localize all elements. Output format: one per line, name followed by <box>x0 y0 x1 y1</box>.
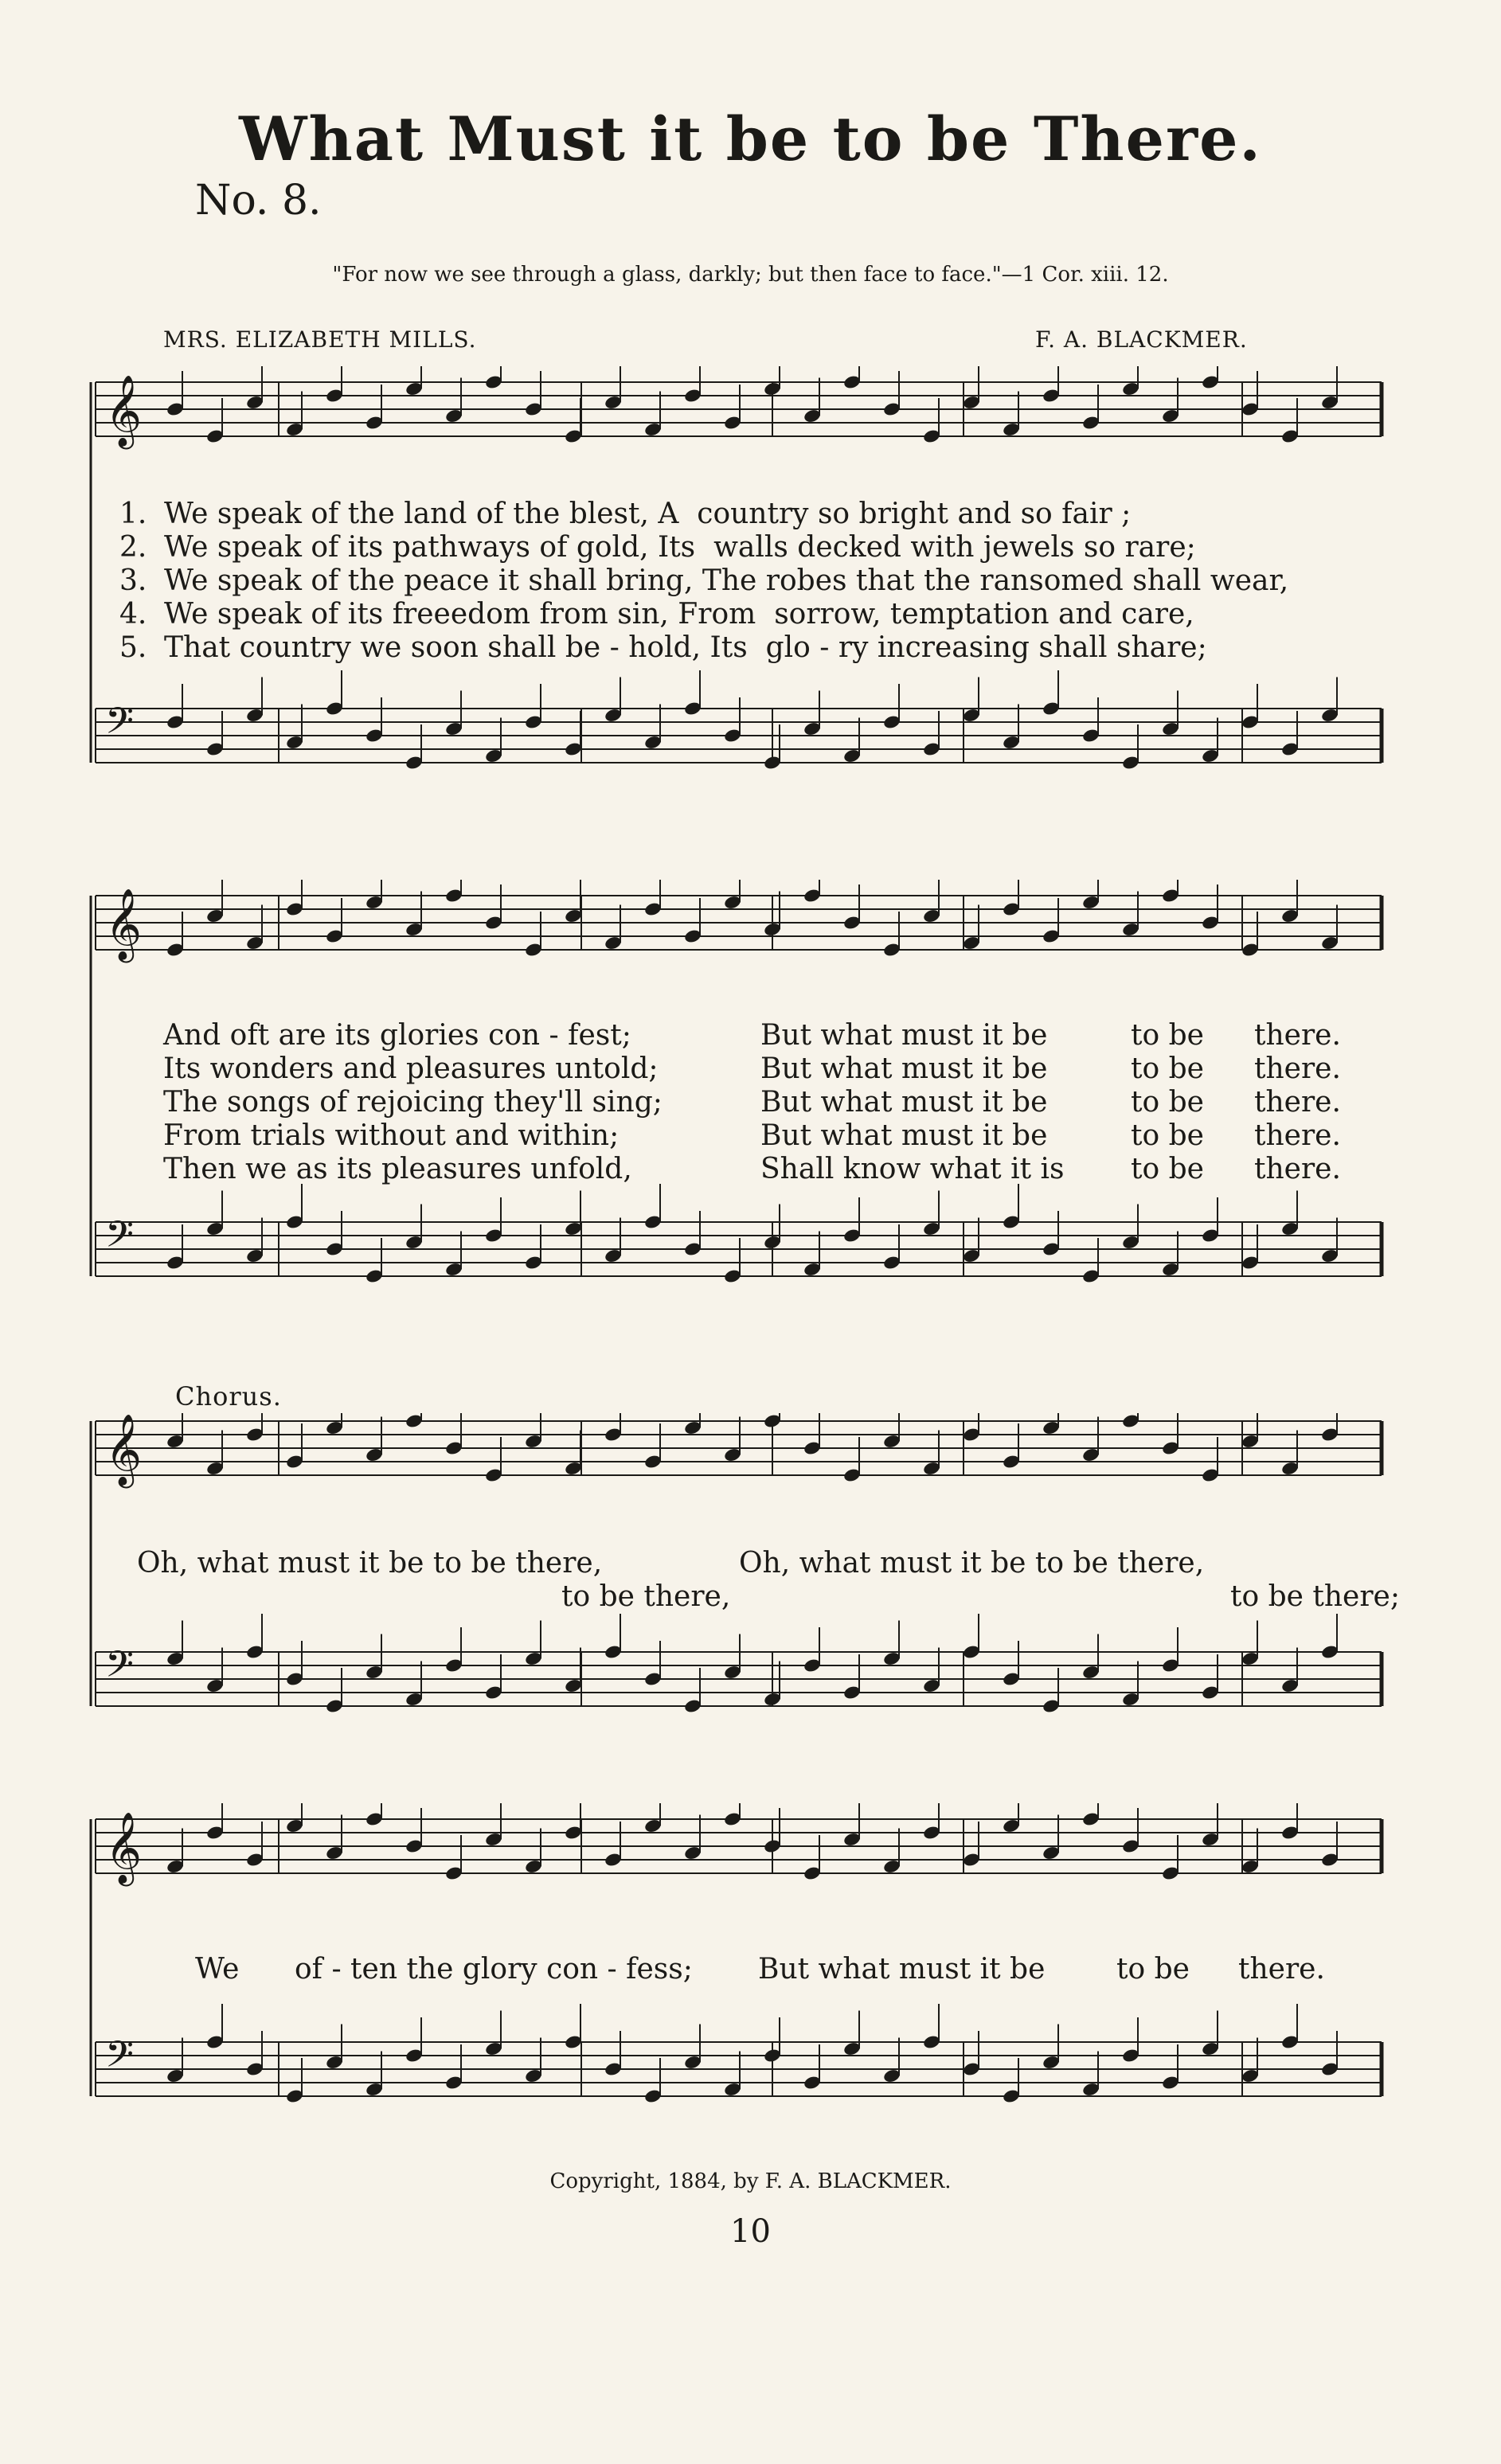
lyric: From trials without and within; <box>163 1119 620 1152</box>
staff-notation <box>88 1413 1390 1747</box>
chorus-lyric-2b: to be there; <box>1230 1580 1400 1613</box>
lyric: But what must it be <box>760 1052 1048 1085</box>
treble-staff <box>96 366 1382 450</box>
treble-clef-icon: 𝄞 <box>105 888 143 960</box>
chorus-lyric-1a: Oh, what must it be to be there, <box>137 1547 603 1580</box>
hymn-title: What Must it be to be There. <box>239 103 1262 174</box>
treble-staff <box>96 880 1382 963</box>
bass-clef-icon: 𝄢 <box>105 1213 135 1265</box>
bass-staff <box>96 670 1382 771</box>
bass-clef-icon: 𝄢 <box>105 2033 135 2085</box>
author-credit: MRS. ELIZABETH MILLS. <box>163 326 477 353</box>
bass-staff <box>96 1614 1382 1714</box>
treble-clef-icon: 𝄞 <box>105 1414 143 1486</box>
bass-staff <box>96 2004 1382 2104</box>
final-lyric: of - ten the glory con - fess; <box>295 1953 693 1986</box>
lyric: But what must it be <box>760 1086 1048 1119</box>
bass-clef-icon: 𝄢 <box>105 700 135 752</box>
lyric: there. <box>1254 1052 1341 1085</box>
final-lyric: But what must it be <box>758 1953 1046 1986</box>
lyric: But what must it be <box>760 1119 1048 1152</box>
lyric: The songs of rejoicing they'll sing; <box>163 1086 663 1119</box>
treble-staff <box>96 1413 1382 1489</box>
music-system-4 <box>88 1803 1390 2138</box>
hymn-number: No. 8. <box>195 177 322 225</box>
music-system-3 <box>88 1413 1390 1747</box>
lyric: to be <box>1131 1086 1204 1119</box>
verse-line-2: 2. We speak of its pathways of gold, Its walls decked with jewels so rare; <box>119 531 1196 564</box>
verse-continuation <box>163 1019 1390 1210</box>
final-lyric: to be <box>1116 1953 1190 1986</box>
lyric: to be <box>1131 1052 1204 1085</box>
lyric: Then we as its pleasures unfold, <box>163 1153 632 1185</box>
final-lyric: We <box>195 1953 240 1986</box>
music-system-1 <box>88 366 1390 828</box>
lyric: there. <box>1254 1086 1341 1119</box>
chorus-label: Chorus. <box>175 1381 282 1412</box>
verse-line-3: 3. We speak of the peace it shall bring, The robes that the ransomed shall wear, <box>119 564 1289 597</box>
lyric: Its wonders and pleasures untold; <box>163 1052 659 1085</box>
lyric: there. <box>1254 1153 1341 1185</box>
staff-notation <box>88 1803 1390 2138</box>
lyric: Shall know what it is <box>760 1153 1065 1185</box>
bass-clef-icon: 𝄢 <box>105 1643 135 1695</box>
scripture-epigraph: "For now we see through a glass, darkly; but then face to face."—1 Cor. xiii. 12. <box>332 263 1169 287</box>
treble-staff <box>96 1803 1382 1887</box>
chorus-lyric-2a: to be there, <box>561 1580 731 1613</box>
final-lyric: there. <box>1238 1953 1325 1986</box>
chorus-lyric-1b: Oh, what must it be to be there, <box>739 1547 1205 1580</box>
treble-clef-icon: 𝄞 <box>105 1812 143 1884</box>
verse-line-5: 5. That country we soon shall be - hold, Its glo - ry increasing shall share; <box>119 631 1207 664</box>
staff-notation <box>88 366 1390 828</box>
lyric: there. <box>1254 1019 1341 1052</box>
lyric: But what must it be <box>760 1019 1048 1052</box>
verse-line-4: 4. We speak of its freeedom from sin, From sorrow, temptation and care, <box>119 598 1194 631</box>
lyric: to be <box>1131 1019 1204 1052</box>
page-number: 10 <box>730 2213 771 2250</box>
treble-clef-icon: 𝄞 <box>105 375 143 447</box>
composer-credit: F. A. BLACKMER. <box>1035 326 1248 353</box>
verse-line-1: 1. We speak of the land of the blest, A country so bright and so fair ; <box>119 498 1132 530</box>
lyric: to be <box>1131 1119 1204 1152</box>
lyric: And oft are its glories con - fest; <box>163 1019 631 1052</box>
lyric: to be <box>1131 1153 1204 1185</box>
copyright-notice: Copyright, 1884, by F. A. BLACKMER. <box>549 2169 952 2193</box>
lyric: there. <box>1254 1119 1341 1152</box>
